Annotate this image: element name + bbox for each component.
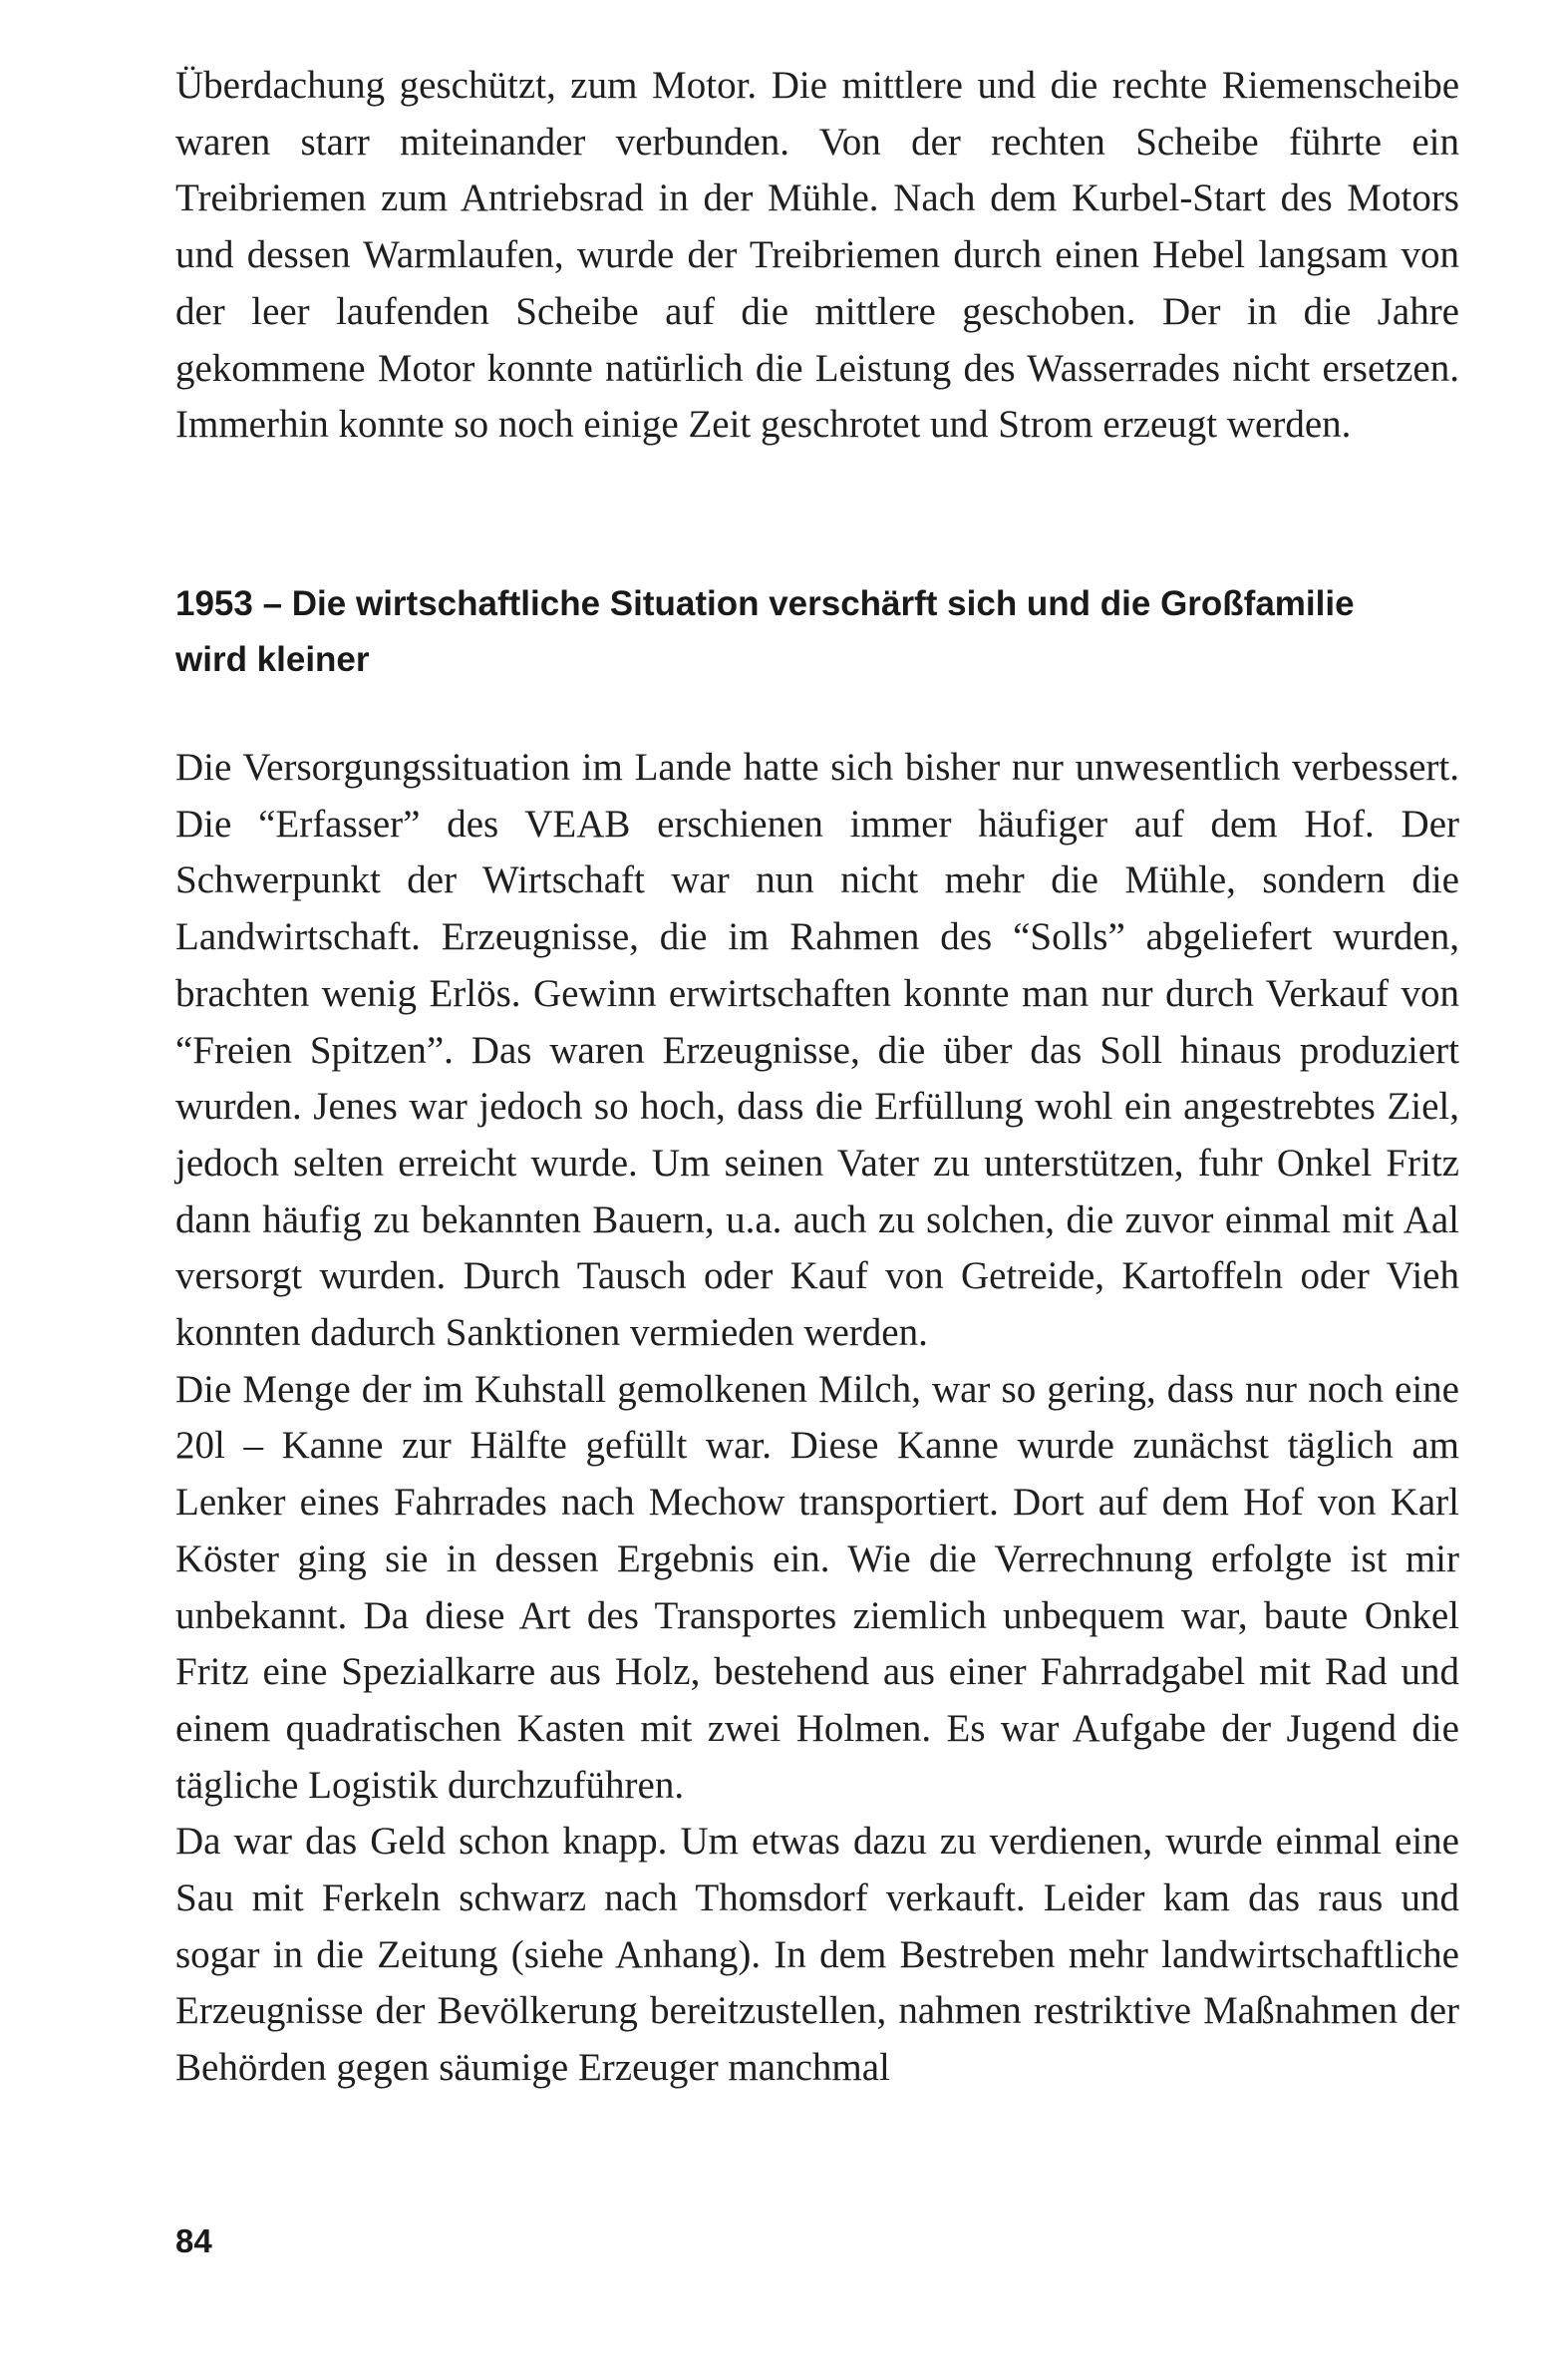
body-text-block <box>175 740 1459 2097</box>
intro-text-block <box>175 58 1459 454</box>
intro-paragraph: Überdachung geschützt, zum Motor. Die mittlere und die rechte Riemenscheibe waren starr miteinander verbunden. Von der rechten Scheibe führte ein Treibriemen zum Antriebsrad in der Mühle. Nach dem Kurbel-Start des Motors und dessen Warmlaufen, wurde der Treibriemen durch einen Hebel langsam von der leer laufenden Scheibe auf die mittlere geschoben. Der in die Jahre gekommene Motor konnte natürlich die Leistung des Wasserrades nicht ersetzen. Immerhin konnte so noch einige Zeit geschrotet und Strom erzeugt werden. <box>175 64 1459 447</box>
body-paragraph-2: Die Menge der im Kuhstall gemolkenen Milch, war so gering, dass nur noch eine 20l – Kanne zur Hälfte gefüllt war. Diese Kanne wurde zunächst täglich am Lenker eines Fahrrades nach Mechow transportiert. Dort auf dem Hof von Karl Köster ging sie in dessen Ergebnis ein. Wie die Verrechnung erfolgte ist mir unbekannt. Da diese Art des Transportes ziemlich unbequem war, baute Onkel Fritz eine Spezialkarre aus Holz, bestehend aus einer Fahrradgabel mit Rad und einem quadratischen Kasten mit zwei Holmen. Es war Aufgabe der Jugend die tägliche Logistik durchzuführen. <box>175 1367 1459 1807</box>
page-number: 84 <box>175 2222 212 2259</box>
body-paragraph-1: Die Versorgungssituation im Lande hatte sich bisher nur unwesentlich verbessert. Die “Erfasser” des VEAB erschienen immer häufiger auf dem Hof. Der Schwerpunkt der Wirtschaft war nun nicht mehr die Mühle, sondern die Landwirtschaft. Erzeugnisse, die im Rahmen des “Solls” abgeliefert wurden, brachten wenig Erlös. Gewinn erwirtschaften konnte man nur durch Verkauf von “Freien Spitzen”. Das waren Erzeugnisse, die über das Soll hinaus produziert wurden. Jenes war jedoch so hoch, dass die Erfüllung wohl ein angestrebtes Ziel, jedoch selten erreicht wurde. Um seinen Vater zu unterstützen, fuhr Onkel Fritz dann häufig zu bekannten Bauern, u.a. auch zu solchen, die zuvor einmal mit Aal versorgt wurden. Durch Tausch oder Kauf von Getreide, Kartoffeln oder Vieh konnten dadurch Sanktionen vermieden werden. <box>175 746 1459 1355</box>
body-paragraph-3: Da war das Geld schon knapp. Um etwas dazu zu verdienen, wurde einmal eine Sau mit Ferkeln schwarz nach Thomsdorf verkauft. Leider kam das raus und sogar in die Zeitung (siehe Anhang). In dem Bestreben mehr landwirtschaftliche Erzeugnisse der Bevölkerung bereitzustellen, nahmen restriktive Maßnahmen der Behörden gegen säumige Erzeuger manchmal <box>175 1820 1459 2090</box>
section-heading: 1953 – Die wirtschaftliche Situation verschärft sich und die Großfamilie wird kleiner <box>175 584 1355 679</box>
